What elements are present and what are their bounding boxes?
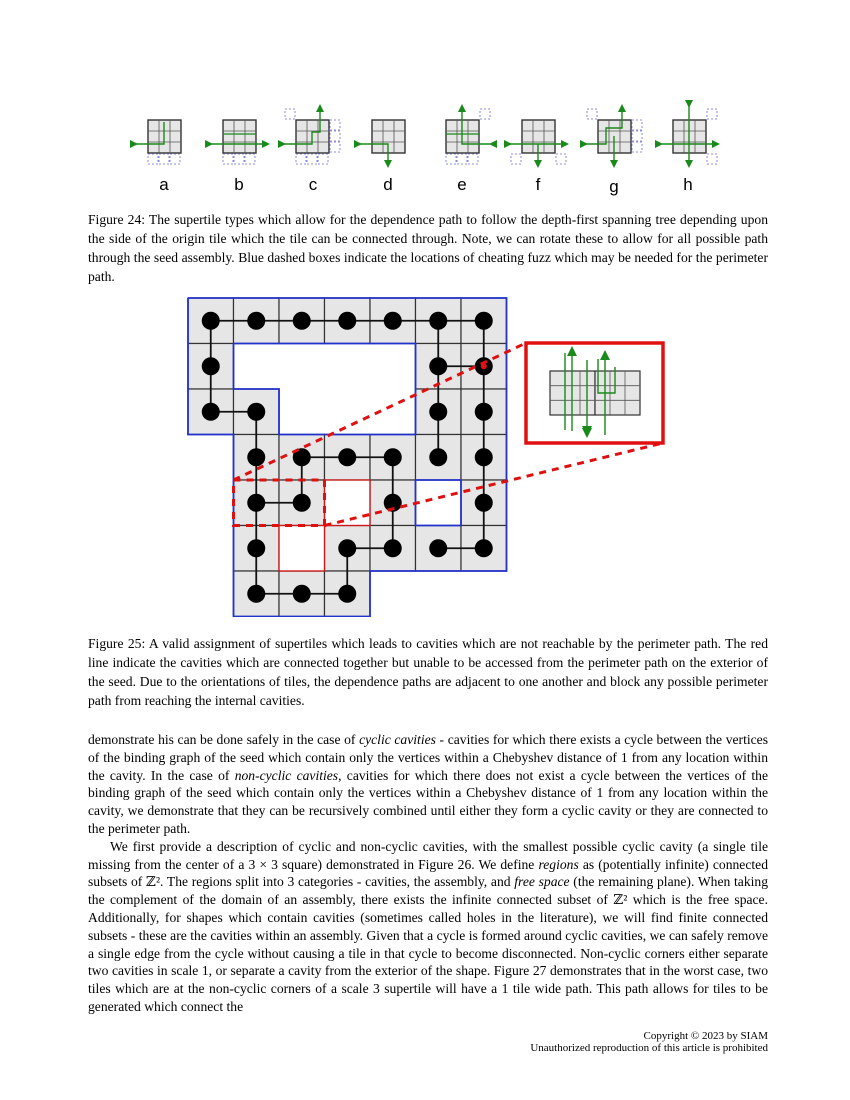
panel-label-e: e [457,175,467,194]
p2-text-3: (the remaining plane). When taking the complement of the domain of an assembly, there exists the infinite connected subset of ℤ² which is the free space. Additionally, for shapes which contain cavities (sometimes called holes in the literature), we will find finite connected subsets - these are the cavities within an assembly. Given that a cycle is formed around cyclic cavities, we can safely remove a single edge from the cycle without causing a tile in that cycle to become disconnected. Non-cyclic corners either separate two cavities in scale 1, or separate a cavity from the exterior of the shape. Figure 27 demonstrates that in the worst case, two tiles which are at the non-cyclic corners of a scale 3 supertile will have a 1 tile wide path. This path allows for tiles to be generated which connect the [88,874,768,1014]
panel-label-a: a [159,175,169,194]
supertile-panel-c [284,106,340,164]
figure-25-cavity-assembly [185,295,670,617]
reproduction-notice: Unauthorized reproduction of this article is prohibited [530,1042,768,1054]
supertile-panel-g [586,106,642,166]
term-non-cyclic-cavities: non-cyclic cavities [234,767,339,783]
term-free-space: free space [514,874,570,890]
body-text [88,731,768,1016]
figure-24-caption: Figure 24: The supertile types which allow for the dependence path to follow the depth-first spanning tree depending upon the side of the origin tile which the tile can be connected through. Note, we can rotate these to allow for all possible path through the seed assembly. Blue dashed boxes indicate the locations of cheating fuzz which may be needed for the perimeter path. [88,212,768,284]
panel-label-c: c [308,175,318,194]
supertile-panel-b [211,120,268,164]
p1-text-1: demonstrate his can be done safely in the case of [88,732,360,747]
supertile-panel-e [446,106,491,164]
panel-label-g: g [609,177,619,196]
p2-text-1: We first provide a description of cyclic and non-cyclic cavities, with the smallest possible cyclic cavity (a single tile missing from the center of a 3 × 3 square) demonstrated in Figure 26. We define [88,838,768,872]
zoom-inset [526,343,663,443]
copyright-line: Copyright © 2023 by SIAM [643,1030,768,1042]
panel-label-h: h [683,175,693,194]
panel-label-f: f [535,175,541,194]
term-cyclic-cavities: cyclic cavities [359,732,436,747]
p1-text-3: , cavities for which there does not exist a cycle between the vertices of the binding graph of the seed which contain only the vertices within a Chebyshev distance of 1 from any location within the cavity, we demonstrate that they can be recursively combined until either they form a cyclic cavity or they are connected to the perimeter path. [88,767,769,836]
supertile-panel-h [661,106,718,166]
p1-text-2: - cavities for which there exists a cycle between the vertices of the binding graph of the seed which contain only the vertices within a Chebyshev distance of 1 from any location within the cavity. In the case of [88,732,768,783]
body-paragraph-2 [88,838,768,1016]
p2-text-2: as (potentially infinite) connected subsets of ℤ². The regions split into 3 categories - cavities, the assembly, and [88,856,768,890]
panel-label-b: b [234,175,244,194]
supertile-panel-d [360,120,405,166]
copyright-footer [530,1030,768,1054]
figure-24-supertile-types [128,100,728,200]
term-regions: regions [538,856,579,872]
panel-label-d: d [383,175,393,194]
supertile-panel-f [510,120,567,166]
body-paragraph-1 [88,731,768,838]
supertile-panel-a [136,120,181,164]
figure-25-caption: Figure 25: A valid assignment of supertiles which leads to cavities which are not reachable by the perimeter path. The red line indicate the cavities which are connected together but unable to be accessed from the perimeter path on the exterior of the seed. Due to the orientations of tiles, the dependence paths are adjacent to one another and block any possible perimeter path from reaching the internal cavities. [88,636,768,708]
